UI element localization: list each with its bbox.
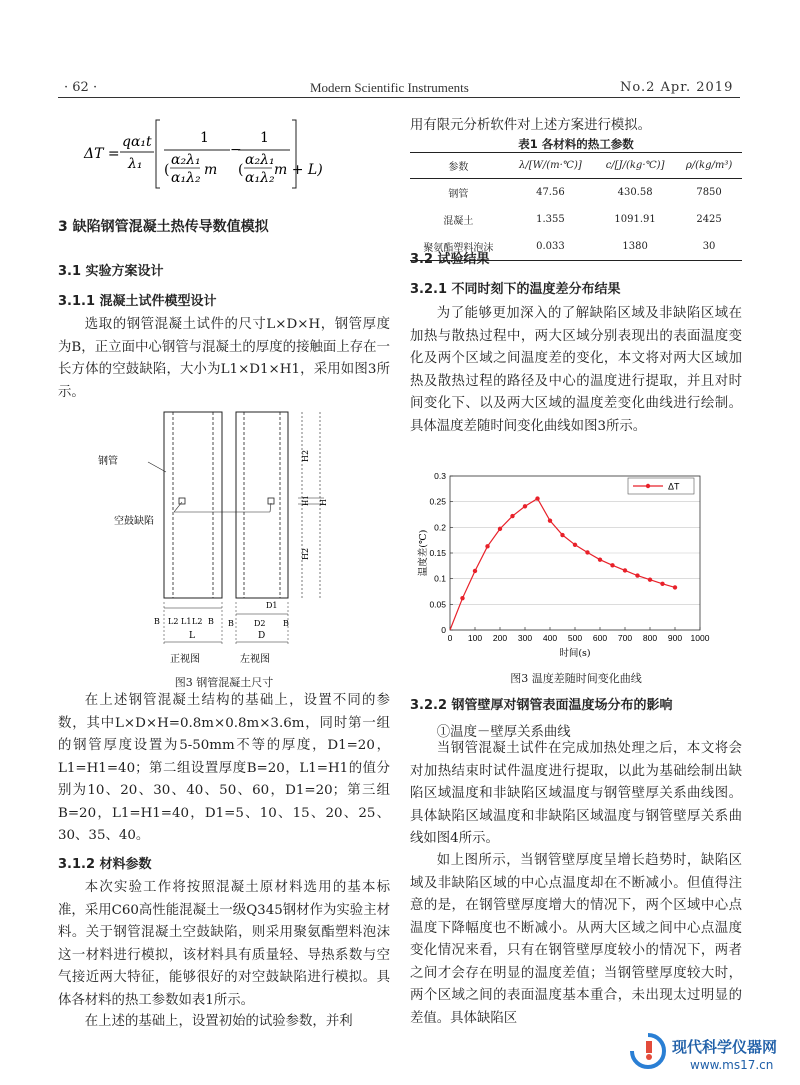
dim-l2-b: L2 [192,617,203,626]
data-point [560,533,564,537]
series-line [450,499,675,630]
temperature-difference-chart [410,466,742,662]
y-tick-label: 0.25 [429,496,446,507]
y-tick-label: 0.2 [434,522,446,533]
data-point [535,496,539,500]
eq-coef-num: qα₁t [122,134,152,150]
paragraph-after-heating: 当钢管混凝土试件在完成加热处理之后，本文将会对加热结束时试件温度进行提取，以此为基础绘制出缺陷区域温度和非缺陷区域温度与钢管壁厚关系曲线图。具体缺陷区域温度和非缺陷区域温度与钢管壁厚关系曲线如图4所示。 [410,741,742,846]
section-3-2-1-title: 3.2.1 不同时刻下的温度差分布结果 [410,282,621,297]
section-3-2-2-title: 3.2.2 钢管壁厚对钢管表面温度场分布的影响 [410,698,673,713]
eq-term2-frac-den: α₁λ₂ [245,170,275,186]
figure-3-caption: 图3 钢管混凝土尺寸 [174,676,274,689]
table-cell: 1091.91 [614,214,656,225]
dim-l1: L1 [181,617,192,626]
table-cell: 430.58 [617,187,653,198]
x-tick-label: 500 [567,633,583,643]
data-point [510,514,514,518]
data-point [623,568,627,572]
dim-l: L [189,631,195,641]
watermark-site-name: 现代科学仪器网 [672,1038,778,1056]
section-3-title: 3 缺陷钢管混凝土热传导数值模拟 [58,219,269,235]
paragraph-specimen-design: 选取的钢管混凝土试件的尺寸L×D×H，钢管厚度为B，正立面中心钢管与混凝土的厚度的接触面上存在一长方体的空鼓缺陷，大小为L1×D1×H1，采用如图3所示。 [58,317,390,400]
eq-coef-den: λ₁ [128,156,143,172]
label-side-view: 左视图 [240,654,270,665]
data-point [485,544,489,548]
table-cell: 47.56 [536,187,565,198]
y-tick-label: 0.05 [429,599,446,610]
legend-marker [646,484,650,488]
data-point [473,569,477,573]
x-tick-label: 1000 [690,633,710,643]
data-point [610,563,614,567]
section-3-2-title: 3.2 试验结果 [410,252,490,267]
eq-lhs: ΔT = [84,146,120,162]
dim-b-left: B [154,617,160,626]
dim-h2-bottom: H2 [301,547,310,560]
y-axis-label: 温度差(℃) [418,529,429,577]
eq-term2-prefix: ( [238,162,244,178]
data-point [498,527,502,531]
x-tick-label: 200 [492,633,508,643]
table-cell: 0.033 [507,233,594,261]
table-cell: 7850 [696,187,722,198]
table-cell: 混凝土 [443,216,474,227]
x-tick-label: 600 [592,633,608,643]
material-parameters-table [410,152,742,261]
section-3-1-2-title: 3.1.2 材料参数 [58,857,152,872]
x-tick-label: 300 [517,633,533,643]
subheading-temp-thickness: ①温度－壁厚关系曲线 [436,725,571,740]
dim-b-side-right: B [283,619,289,628]
table-header: ρ/(kg/m³) [676,153,742,179]
table-cell: 1380 [594,233,676,261]
dim-b-right: B [208,617,214,626]
paragraph-simulation-continued: 用有限元分析软件对上述方案进行模拟。 [410,118,652,133]
x-tick-label: 700 [617,633,633,643]
dim-h: H [319,499,328,506]
label-front-view: 正视图 [170,654,200,665]
dim-h2-top: H2 [301,449,310,462]
section-3-1-1-title: 3.1.1 混凝土试件模型设计 [58,294,217,309]
data-point [460,596,464,600]
y-tick-label: 0.15 [429,548,446,558]
x-tick-label: 900 [667,633,683,643]
legend-label: ΔT [668,481,680,492]
table-cell: 聚氨酯塑料泡沫 [410,233,507,261]
data-point [673,585,677,589]
table-row [410,206,742,233]
dim-l2-a: L2 [168,617,179,626]
figure-3-specimen-drawing [58,402,390,702]
table-cell: 30 [676,233,742,261]
paragraph-temp-difference: 为了能够更加深入的了解缺陷区域及非缺陷区域在加热与散热过程中，两大区域分别表现出的表面温度变化及两个区域之间温度差的变化，本文将对两大区域加热及散热过程的路径及中心的温度进行提取，并且对时间变化下、以及两大区域的温度差变化曲线进行绘制。具体温度差随时间变化曲线如图3所示。 [410,306,742,434]
eq-term1-frac-den: α₁λ₂ [171,170,201,186]
y-tick-label: 0 [441,625,446,635]
table-header: c/[J/(kg·℃)] [594,153,676,179]
table-cell: 钢管 [448,189,469,200]
table-header-row [410,153,742,179]
table-header: λ/[W/(m·℃)] [507,153,594,179]
journal-name: Modern Scientific Instruments [310,80,469,95]
data-point [598,557,602,561]
eq-term1-num: 1 [200,130,209,146]
eq-term1-suffix: m [204,162,218,178]
svg-text:(: ( [164,162,170,178]
data-point [660,582,664,586]
chart-caption: 图3 温度差随时间变化曲线 [510,672,642,685]
paragraph-materials: 本次实验工作将按照混凝土原材料选用的基本标准，采用C60高性能混凝土一级Q345钢材作为实验主材料。关于钢管混凝土空鼓缺陷，则采用聚氨酯塑料泡沫这一材料进行模拟，该材料具有质量轻、导热系数与空气接近两大特征，能够很好的对空鼓缺陷进行模拟。具体各材料的热工参数如表1所示。 [58,880,390,1008]
eq-term1-frac-num: α₂λ₁ [171,152,201,168]
paragraph-parameter-groups: 在上述钢管混凝土结构的基础上，设置不同的参数，其中L×D×H=0.8m×0.8m×3.6m，同时第一组的钢管厚度设置为5-50mm不等的厚度，D1=20，L1=H1=40；第二组设置厚度B=20，L1=H1的值分别为10、20、30、40、50、60，D1=20；第三组B=20，L1=H1=40，D1=5、10、15、20、25、30、35、40。 [58,693,390,843]
table-cell: 1.355 [536,214,565,225]
label-steel-tube: 钢管 [98,456,118,467]
watermark-url: www.ms17.cn [690,1058,774,1072]
label-void-defect: 空鼓缺陷 [114,516,154,527]
data-point [573,543,577,547]
x-axis-label: 时间(s) [559,648,591,659]
data-point [548,518,552,522]
page-number: · 62 · [64,80,98,95]
data-point [585,550,589,554]
x-tick-label: 400 [542,633,558,643]
dim-d: D [258,631,266,641]
dim-d1: D1 [266,601,278,610]
section-3-1-title: 3.1 实验方案设计 [58,264,164,279]
data-point [523,504,527,508]
y-tick-label: 0.1 [434,573,446,584]
header-rule [58,97,740,98]
eq-term2-num: 1 [260,130,269,146]
data-point [635,573,639,577]
table-header: 参数 [410,153,507,179]
paragraph-initial-params: 在上述的基础上，设置初始的试验参数，并利 [84,1014,353,1029]
x-tick-label: 800 [642,633,658,643]
data-point [648,577,652,581]
table-row [410,179,742,207]
x-tick-label: 100 [467,633,483,643]
dim-d2: D2 [254,619,266,628]
eq-term2-frac-num: α₂λ₁ [245,152,275,168]
site-logo-icon [628,1031,668,1071]
x-tick-label: 0 [447,633,453,643]
dim-h1: H1 [302,495,310,506]
eq-minus: − [230,142,242,158]
dim-b-side-left: B [228,619,234,628]
paragraph-thickness-effect: 如上图所示，当钢管壁厚度呈增长趋势时，缺陷区域及非缺陷区域的中心点温度却在不断减小。但值得注意的是，在钢管壁厚度增大的情况下，两个区域中心点温度下降幅度也不断减小。从两大区域之间中心点温度变化情况来看，只有在钢管壁厚度较小的情况下，两者之间才会存在明显的温度差值；当钢管壁厚度较大时，两个区域之间的表面温度基本重合，未出现太过明显的差值。具体缺陷区 [410,853,742,1026]
table-cell: 2425 [696,214,722,225]
delta-t-equation [80,112,323,194]
eq-term2-suffix: m + L) [274,162,323,178]
issue-info: No.2 Apr. 2019 [620,80,734,95]
y-tick-label: 0.3 [434,471,446,481]
table-1-title: 表1 各材料的热工参数 [518,137,634,151]
